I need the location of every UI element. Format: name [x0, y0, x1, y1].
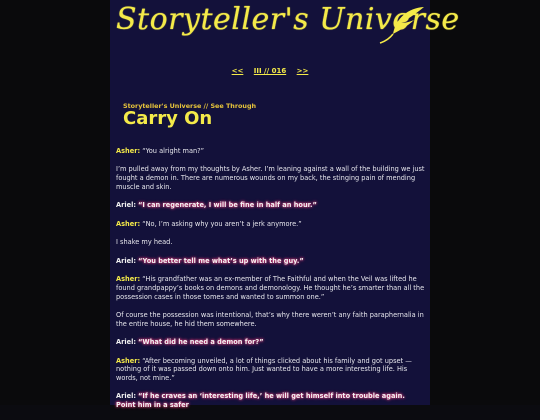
dialogue-text: “His grandfather was an ex-member of The Faithful and when the Veil was lifted he found grandpappy’s books on demons and demonology. He thought he’s smarter than all the possession cases in those tomes and wanted to summon one.” [116, 274, 425, 301]
dialogue-text: “You better tell me what’s up with the guy.” [138, 256, 304, 265]
site-title[interactable]: Storyteller's Universe [116, 2, 460, 37]
page-content [110, 0, 460, 410]
speaker-label: Asher: [116, 219, 141, 228]
prev-page-link[interactable]: << [231, 67, 244, 75]
narration-text: Of course the possession was intentional, that’s why there weren’t any faith paraphernalia in the entire house, he hid them somewhere. [116, 310, 424, 328]
site-banner[interactable] [110, 0, 460, 56]
story-paragraph [116, 357, 426, 383]
speaker-label: Ariel: [116, 338, 136, 347]
story-paragraph [116, 238, 426, 247]
story-paragraph [116, 165, 426, 191]
speaker-label: Asher: [116, 274, 141, 283]
speaker-label: Ariel: [116, 201, 136, 210]
narration-text: I shake my head. [116, 238, 173, 247]
speaker-label: Asher: [116, 356, 141, 365]
story-paragraph [116, 392, 426, 410]
breadcrumb: Storyteller's Universe // See Through [123, 102, 257, 110]
next-page-link[interactable]: >> [296, 67, 309, 75]
quill-feather-icon [378, 4, 426, 46]
story-paragraph [116, 311, 426, 329]
dialogue-text: “No, I’m asking why you aren’t a jerk anymore.” [142, 219, 302, 228]
dialogue-text: “You alright man?” [142, 147, 205, 155]
story-paragraph [116, 220, 426, 229]
speaker-label: Ariel: [116, 392, 136, 401]
narration-text: I’m pulled away from my thoughts by Asher. I’m leaning against a wall of the building we just fought a demon in. There are numerous wounds on my back, the stinging pain of mending muscle and skin. [116, 165, 425, 191]
story-paragraph [116, 275, 426, 301]
story-paragraph [116, 201, 426, 210]
dialogue-text: “What did he need a demon for?” [138, 338, 264, 347]
story-paragraph [116, 257, 426, 266]
left-margin [0, 0, 110, 405]
page-title: Carry On [123, 108, 213, 129]
speaker-label: Ariel: [116, 256, 136, 265]
speaker-label: Asher: [116, 147, 141, 155]
story-paragraph [116, 147, 426, 156]
dialogue-text: “After becoming unveiled, a lot of things clicked about his family and got upset — nothing of it was passed down onto him. Just wanted to have a more interesting life. His words, not mine.” [116, 356, 412, 383]
story-body [116, 147, 426, 420]
chapter-index-link[interactable]: III // 016 [253, 67, 287, 75]
right-margin [430, 0, 540, 405]
dialogue-text: “I can regenerate, I will be fine in half an hour.” [138, 201, 317, 210]
dialogue-text: “If he craves an ‘interesting life,’ he will get himself into trouble again. Point him in a safer [116, 392, 405, 410]
chapter-pager [110, 67, 430, 75]
story-paragraph [116, 338, 426, 347]
